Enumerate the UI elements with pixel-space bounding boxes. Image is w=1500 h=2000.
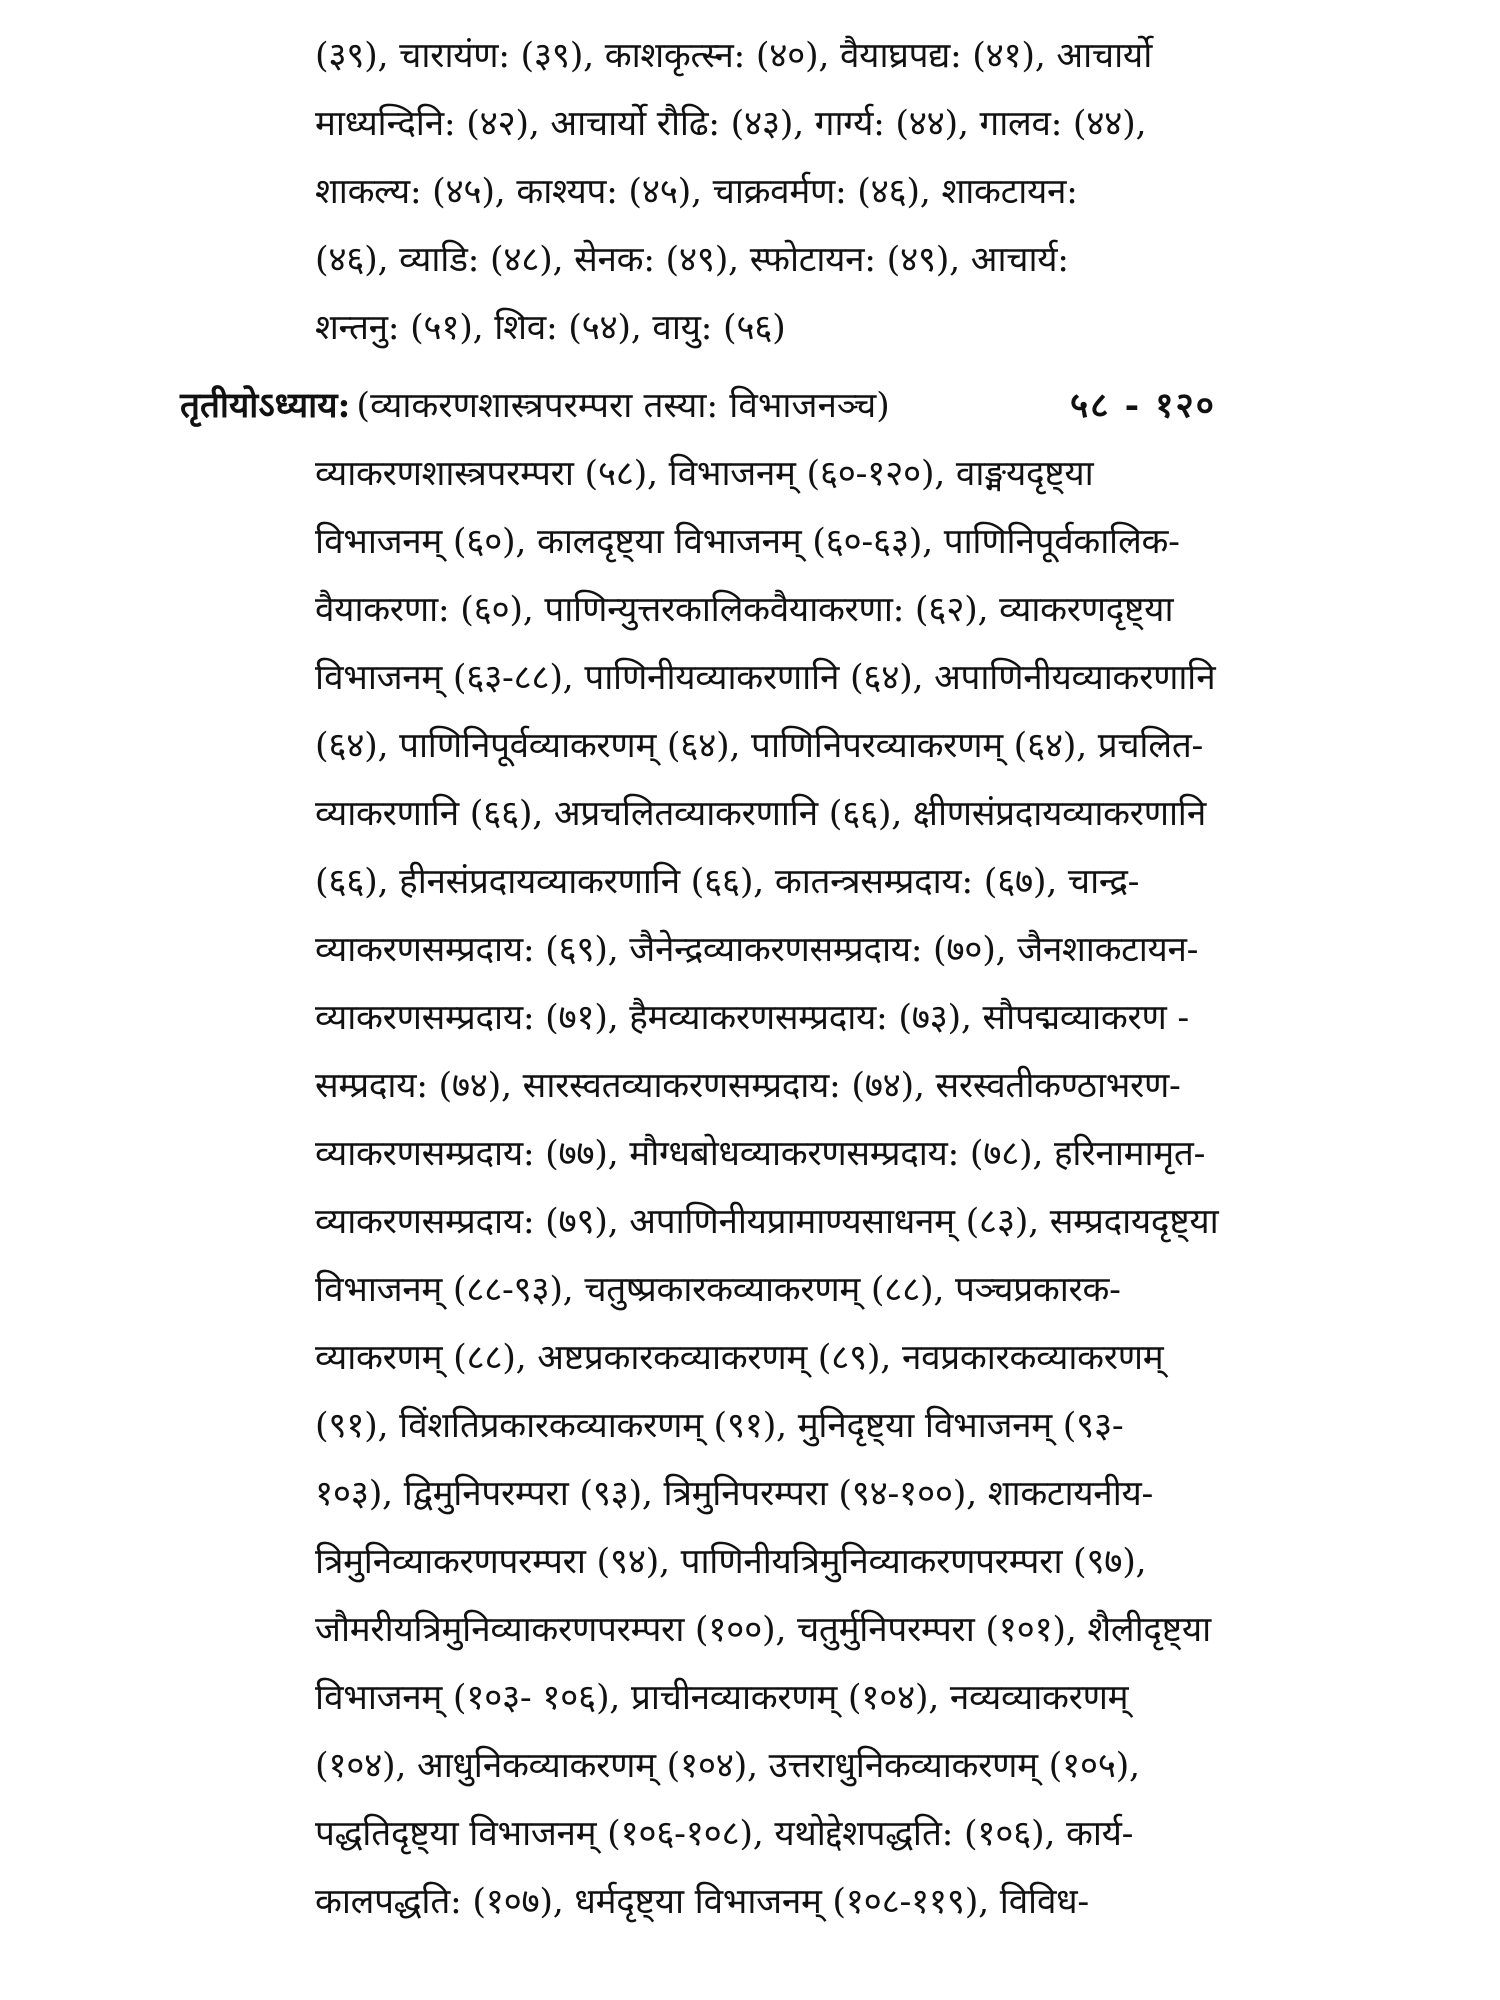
index-line: (६४), पाणिनिपूर्वव्याकरणम् (६४), पाणिनिपरव्याकरणम् (६४), प्रचलित- <box>315 726 1204 766</box>
index-line: (१०४), आधुनिकव्याकरणम् (१०४), उत्तराधुनिकव्याकरणम् (१०५), <box>315 1746 1140 1786</box>
index-line: १०३), द्विमुनिपरम्परा (९३), त्रिमुनिपरम्परा (९४-१००), शाकटायनीय- <box>315 1474 1154 1514</box>
index-line: त्रिमुनिव्याकरणपरम्परा (९४), पाणिनीयत्रिमुनिव्याकरणपरम्परा (९७), <box>315 1542 1147 1582</box>
index-line: पद्धतिदृष्ट्या विभाजनम् (१०६-१०८), यथोद्देशपद्धति: (१०६), कार्य- <box>315 1814 1134 1854</box>
index-line: (६६), हीनसंप्रदायव्याकरणानि (६६), कातन्त्रसम्प्रदाय: (६७), चान्द्र- <box>315 862 1140 902</box>
index-line: व्याकरणसम्प्रदाय: (७१), हैमव्याकरणसम्प्रदाय: (७३), सौपद्मव्याकरण - <box>315 998 1189 1038</box>
chapter-heading <box>180 372 1340 440</box>
index-line: विभाजनम् (६३-८८), पाणिनीयव्याकरणानि (६४), अपाणिनीयव्याकरणानि <box>315 658 1216 698</box>
index-line: विभाजनम् (६०), कालदृष्ट्या विभाजनम् (६०-६३), पाणिनिपूर्वकालिक- <box>315 522 1180 562</box>
chapter-description: (व्याकरणशास्त्रपरम्परा तस्या: विभाजनञ्च) <box>356 386 890 426</box>
index-line: व्याकरणम् (८८), अष्टप्रकारकव्याकरणम् (८९), नवप्रकारकव्याकरणम् <box>315 1338 1164 1378</box>
index-line: व्याकरणानि (६६), अप्रचलितव्याकरणानि (६६), क्षीणसंप्रदायव्याकरणानि <box>315 794 1206 834</box>
chapter-title: तृतीयोऽध्याय: <box>180 385 351 426</box>
index-line: व्याकरणसम्प्रदाय: (७७), मौग्धबोधव्याकरणसम्प्रदाय: (७८), हरिनामामृत- <box>315 1134 1206 1174</box>
chapter-page-range: ५८ - १२० <box>1070 385 1216 426</box>
index-line: व्याकरणसम्प्रदाय: (६९), जैनेन्द्रव्याकरणसम्प्रदाय: (७०), जैनशाकटायन- <box>315 930 1199 970</box>
index-line: शाकल्य: (४५), काश्यप: (४५), चाक्रवर्मण: (४६), शाकटायन: <box>315 172 1078 212</box>
index-entries-chapter-2-continued <box>315 22 1345 362</box>
index-entries-chapter-3 <box>315 440 1345 1936</box>
index-line: शन्तनु: (५१), शिव: (५४), वायु: (५६) <box>315 308 786 348</box>
index-line: (९१), विंशतिप्रकारकव्याकरणम् (९१), मुनिदृष्ट्या विभाजनम् (९३- <box>315 1406 1124 1446</box>
index-line: (४६), व्याडि: (४८), सेनक: (४९), स्फोटायन: (४९), आचार्य: <box>315 240 1069 280</box>
index-line: कालपद्धति: (१०७), धर्मदृष्ट्या विभाजनम् (१०८-११९), विविध- <box>315 1882 1089 1922</box>
index-line: सम्प्रदाय: (७४), सारस्वतव्याकरणसम्प्रदाय: (७४), सरस्वतीकण्ठाभरण- <box>315 1066 1181 1106</box>
index-line: जौमरीयत्रिमुनिव्याकरणपरम्परा (१००), चतुर्मुनिपरम्परा (१०१), शैलीदृष्ट्या <box>315 1610 1211 1650</box>
index-line: व्याकरणशास्त्रपरम्परा (५८), विभाजनम् (६०-१२०), वाङ्मयदृष्ट्या <box>315 454 1094 494</box>
index-line: विभाजनम् (८८-९३), चतुष्प्रकारकव्याकरणम् (८८), पञ्चप्रकारक- <box>315 1270 1121 1310</box>
index-line: विभाजनम् (१०३- १०६), प्राचीनव्याकरणम् (१०४), नव्यव्याकरणम् <box>315 1678 1129 1718</box>
index-line: माध्यन्दिनि: (४२), आचार्यो रौढि: (४३), गार्ग्य: (४४), गालव: (४४), <box>315 104 1147 144</box>
index-line: वैयाकरणा: (६०), पाणिन्युत्तरकालिकवैयाकरणा: (६२), व्याकरणदृष्ट्या <box>315 590 1174 630</box>
index-line: (३९), चारायंण: (३९), काशकृत्स्न: (४०), वैयाघ्रपद्य: (४१), आचार्यो <box>315 36 1152 76</box>
index-line: व्याकरणसम्प्रदाय: (७९), अपाणिनीयप्रामाण्यसाधनम् (८३), सम्प्रदायदृष्ट्या <box>315 1202 1219 1242</box>
